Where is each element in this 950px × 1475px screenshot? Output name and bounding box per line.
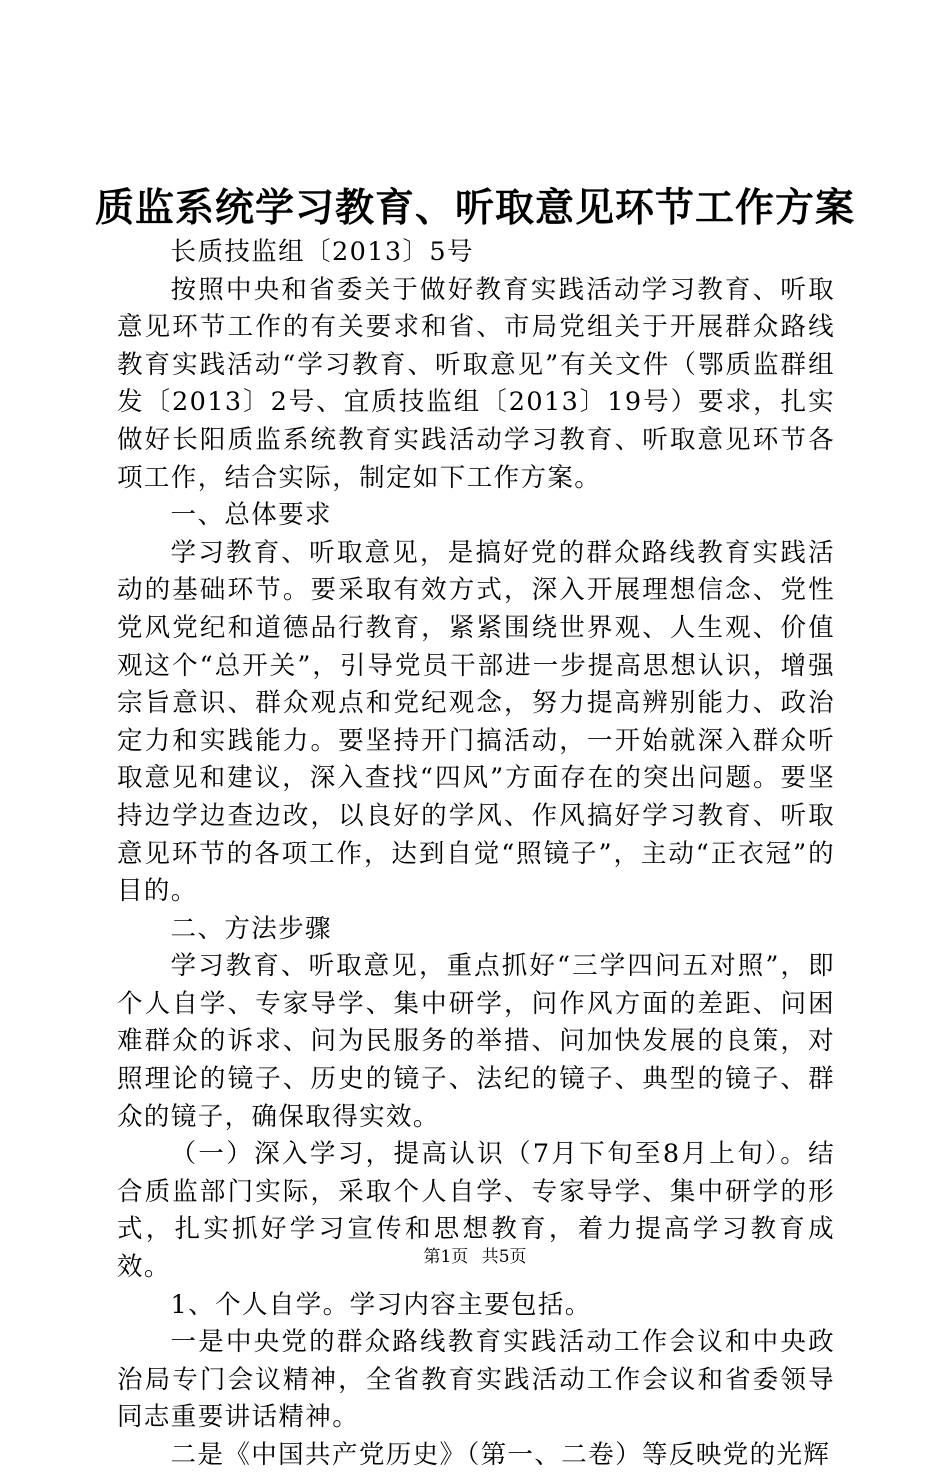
page-number: 第1页 xyxy=(423,1247,469,1267)
paragraph-self-study: 1、个人自学。学习内容主要包括。 xyxy=(170,1289,592,1320)
paragraph-item-one: 一是中央党的群众路线教育实践活动工作会议和中央政治局专门会议精神，全省教育实践活动工作会议和省委领导同志重要讲话精神。 xyxy=(117,1327,835,1433)
paragraph-item-two: 二是《中国共产党历史》（第一、二卷）等反映党的光辉 xyxy=(170,1440,831,1470)
paragraph-general-requirements: 学习教育、听取意见，是搞好党的群众路线教育实践活动的基础环节。要采取有效方式，深入开展理想信念、党性党风党纪和道德品行教育，紧紧围绕世界观、人生观、价值观这个“总开关”，引导党员干部进一步提高思想认识，增强宗旨意识、群众观点和党纪观念，努力提高辨别能力、政治定力和实践能力。要坚持开门搞活动，一开始就深入群众听取意见和建议，深入查找“四风”方面存在的突出问题。要坚持边学边查边改，以良好的学风、作风搞好学习教育、听取意见环节的各项工作，达到自觉“照镜子”，主动“正衣冠”的目的。 xyxy=(117,537,835,907)
document-body xyxy=(117,234,835,1475)
paragraph-step-one: （一）深入学习，提高认识（7月下旬至8月上旬）。结合质监部门实际，采取个人自学、专家导学、集中研学的形式，扎实抓好学习宣传和思想教育，着力提高学习教育成效。 xyxy=(117,1139,835,1283)
section-heading-methods: 二、方法步骤 xyxy=(170,913,332,944)
section-heading-general: 一、总体要求 xyxy=(170,500,332,531)
document-title: 质监系统学习教育、听取意见环节工作方案 xyxy=(94,185,855,231)
paragraph-intro: 按照中央和省委关于做好教育实践活动学习教育、听取意见环节工作的有关要求和省、市局党组关于开展群众路线教育实践活动“学习教育、听取意见”有关文件（鄂质监群组发〔2013〕2号、宜质技监组〔2013〕19号）要求，扎实做好长阳质监系统教育实践活动学习教育、听取意见环节各项工作，结合实际，制定如下工作方案。 xyxy=(117,274,835,493)
doc-number: 长质技监组〔2013〕5号 xyxy=(170,237,474,267)
paragraph-methods: 学习教育、听取意见，重点抓好“三学四问五对照”，即个人自学、专家导学、集中研学，问作风方面的差距、问困难群众的诉求、问为民服务的举措、问加快发展的良策，对照理论的镜子、历史的镜子、法纪的镜子、典型的镜子、群众的镜子，确保取得实效。 xyxy=(117,951,835,1132)
page-footer xyxy=(0,1245,950,1269)
page-total: 共5页 xyxy=(481,1247,527,1267)
